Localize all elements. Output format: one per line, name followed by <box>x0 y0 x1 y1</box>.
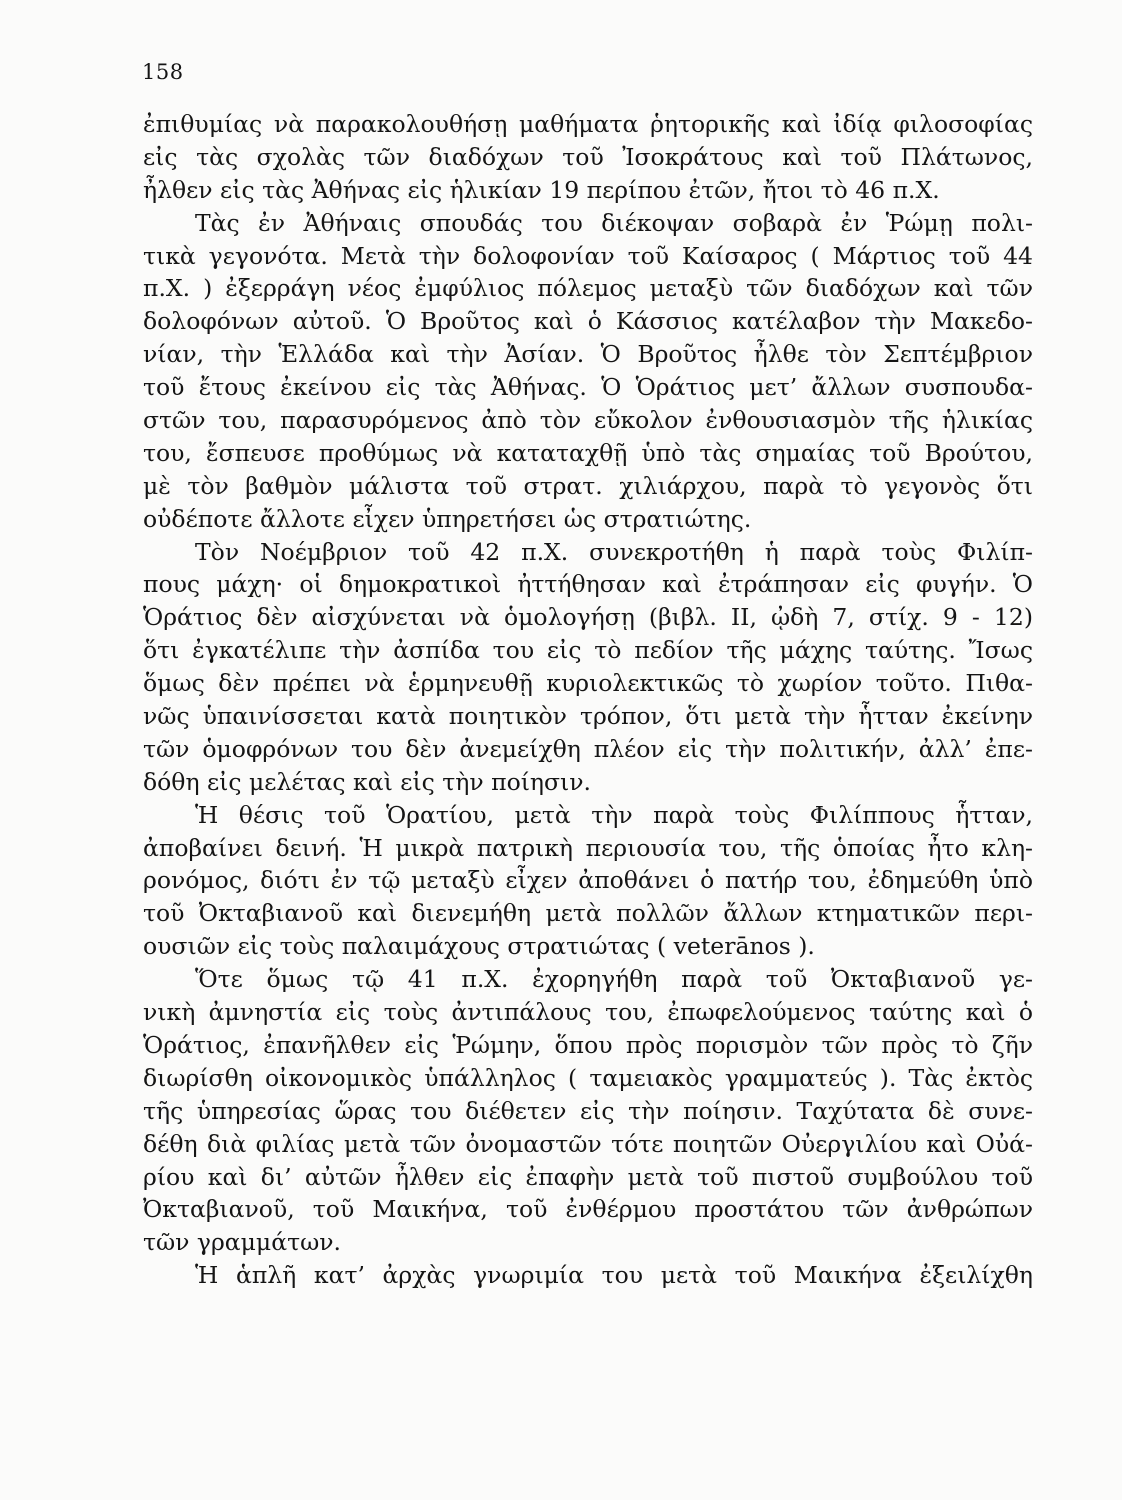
text-line: ουσιῶν εἰς τοὺς παλαιμάχους στρατιώτας ( veterānos ). <box>143 932 815 961</box>
text-line: διωρίσθη οἰκονομικὸς ὑπάλληλος ( ταμειακὸς γραμματεύς ). Τὰς ἐκτὸς <box>143 1063 1033 1092</box>
text-line: νίαν, τὴν Ἑλλάδα καὶ τὴν Ἀσίαν. Ὁ Βροῦτος ἦλθε τὸν Σεπτέμβριον <box>143 340 1033 369</box>
text-line: ἦλθεν εἰς τὰς Ἀθήνας εἰς ἡλικίαν 19 περίπου ἐτῶν, ἤτοι τὸ 46 π.Χ. <box>143 175 940 204</box>
text-line: ὅμως δὲν πρέπει νὰ ἑρμηνευθῇ κυριολεκτικῶς τὸ χωρίον τοῦτο. Πιθα- <box>143 669 1033 698</box>
text-line: μὲ τὸν βαθμὸν μάλιστα τοῦ στρατ. χιλιάρχου, παρὰ τὸ γεγονὸς ὅτι <box>143 471 1033 500</box>
text-line: νῶς ὑπαινίσσεται κατὰ ποιητικὸν τρόπον, ὅτι μετὰ τὴν ἧτταν ἐκείνην <box>143 702 1033 731</box>
text-line: οὐδέποτε ἄλλοτε εἶχεν ὑπηρετήσει ὡς στρατιώτης. <box>143 504 752 533</box>
text-line: ὅτι ἐγκατέλιπε τὴν ἀσπίδα του εἰς τὸ πεδίον τῆς μάχης ταύτης. Ἴσως <box>143 636 1033 665</box>
text-line: Ὅτε ὅμως τῷ 41 π.Χ. ἐχορηγήθη παρὰ τοῦ Ὀκταβιανοῦ γε- <box>195 965 1033 994</box>
text-line: στῶν του, παρασυρόμενος ἀπὸ τὸν εὔκολον ἐνθουσιασμὸν τῆς ἡλικίας <box>143 406 1033 435</box>
page-number: 158 <box>142 60 184 84</box>
body-text <box>143 108 1033 1292</box>
text-line: Ὁράτιος δὲν αἰσχύνεται νὰ ὁμολογήσῃ (βιβλ. II, ᾠδὴ 7, στίχ. 9 - 12) <box>143 603 1033 632</box>
text-line: Ὀκταβιανοῦ, τοῦ Μαικήνα, τοῦ ἐνθέρμου προστάτου τῶν ἀνθρώπων <box>143 1195 1033 1224</box>
text-line: ἐπιθυμίας νὰ παρακολουθήσῃ μαθήματα ῥητορικῆς καὶ ἰδίᾳ φιλοσοφίας <box>143 110 1033 138</box>
text-line: δέθη διὰ φιλίας μετὰ τῶν ὀνομαστῶν τότε ποιητῶν Οὐεργιλίου καὶ Οὐά- <box>143 1129 1033 1158</box>
text-line: πους μάχη· οἱ δημοκρατικοὶ ἠττήθησαν καὶ ἐτράπησαν εἰς φυγήν. Ὁ <box>143 570 1033 599</box>
text-line: Ὁράτιος, ἐπανῆλθεν εἰς Ῥώμην, ὅπου πρὸς πορισμὸν τῶν πρὸς τὸ ζῆν <box>143 1030 1033 1059</box>
text-line: δόθη εἰς μελέτας καὶ εἰς τὴν ποίησιν. <box>143 767 592 796</box>
text-line: ρίου καὶ δι’ αὐτῶν ἦλθεν εἰς ἐπαφὴν μετὰ τοῦ πιστοῦ συμβούλου τοῦ <box>143 1162 1033 1191</box>
text-line: του, ἔσπευσε προθύμως νὰ καταταχθῇ ὑπὸ τὰς σημαίας τοῦ Βρούτου, <box>143 438 1033 467</box>
text-line: τῆς ὑπηρεσίας ὥρας του διέθετεν εἰς τὴν ποίησιν. Ταχύτατα δὲ συνε- <box>143 1096 1033 1125</box>
text-line: Ἡ ἁπλῆ κατ’ ἀρχὰς γνωριμία του μετὰ τοῦ Μαικήνα ἐξειλίχθη <box>195 1261 1033 1290</box>
text-line: ἀποβαίνει δεινή. Ἡ μικρὰ πατρικὴ περιουσία του, τῆς ὁποίας ἦτο κλη- <box>143 833 1033 862</box>
text-line: τῶν γραμμάτων. <box>143 1228 341 1257</box>
text-line: Τὰς ἐν Ἀθήναις σπουδάς του διέκοψαν σοβαρὰ ἐν Ῥώμῃ πολι- <box>195 208 1033 237</box>
text-line: τοῦ Ὀκταβιανοῦ καὶ διενεμήθη μετὰ πολλῶν ἄλλων κτηματικῶν περι- <box>143 899 1033 928</box>
text-line: Τὸν Νοέμβριον τοῦ 42 π.Χ. συνεκροτήθη ἡ παρὰ τοὺς Φιλίπ- <box>195 537 1033 566</box>
text-line: π.Χ. ) ἐξερράγη νέος ἐμφύλιος πόλεμος μεταξὺ τῶν διαδόχων καὶ τῶν <box>143 274 1033 303</box>
text-line: νικὴ ἀμνηστία εἰς τοὺς ἀντιπάλους του, ἐπωφελούμενος ταύτης καὶ ὁ <box>143 998 1033 1027</box>
text-line: τῶν ὁμοφρόνων του δὲν ἀνεμείχθη πλέον εἰς τὴν πολιτικήν, ἀλλ’ ἐπε- <box>143 734 1033 763</box>
text-line: τικὰ γεγονότα. Μετὰ τὴν δολοφονίαν τοῦ Καίσαρος ( Μάρτιος τοῦ 44 <box>143 241 1033 270</box>
text-line: ρονόμος, διότι ἐν τῷ μεταξὺ εἶχεν ἀποθάνει ὁ πατήρ του, ἐδημεύθη ὑπὸ <box>143 866 1033 895</box>
text-line: εἰς τὰς σχολὰς τῶν διαδόχων τοῦ Ἰσοκράτους καὶ τοῦ Πλάτωνος, <box>143 142 1033 171</box>
text-line: Ἡ θέσις τοῦ Ὁρατίου, μετὰ τὴν παρὰ τοὺς Φιλίππους ἧτταν, <box>195 800 1033 829</box>
text-line: δολοφόνων αὐτοῦ. Ὁ Βροῦτος καὶ ὁ Κάσσιος κατέλαβον τὴν Μακεδο- <box>143 307 1033 336</box>
text-line: τοῦ ἔτους ἐκείνου εἰς τὰς Ἀθήνας. Ὁ Ὁράτιος μετ’ ἄλλων συσπουδα- <box>143 373 1033 402</box>
